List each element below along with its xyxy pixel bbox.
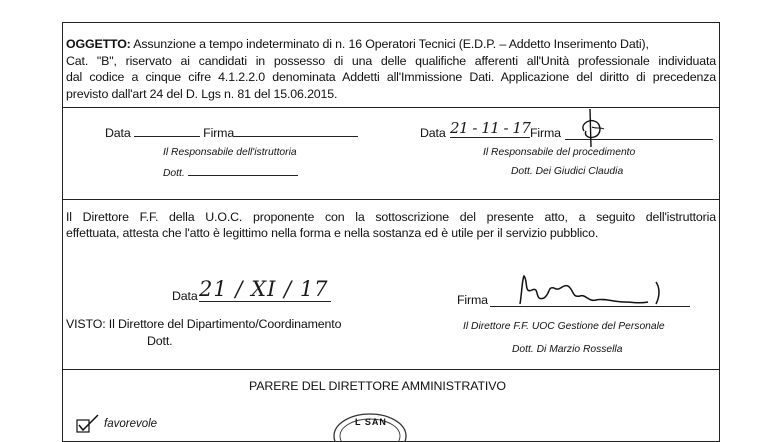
direttore-date-handwritten: 21 / XI / 17	[199, 277, 331, 302]
direttore-role: Il Direttore F.F. UOC Gestione del Personale	[463, 321, 665, 332]
divider-oggetto	[62, 107, 720, 108]
direttore-line-2: effettuata, attesta che l'atto è legittimo nella forma e nella sostanza ed è utile per il servizio pubblico.	[66, 226, 599, 240]
istruttoria-data-field	[134, 126, 200, 137]
direttore-line-1: Il Direttore F.F. della U.O.C. proponente con la sottoscrizione del presente atto, a seguito dell'istruttoria	[66, 210, 716, 224]
procedimento-data-label: Data	[420, 126, 446, 140]
istruttoria-role: Il Responsabile dell'istruttoria	[163, 147, 297, 158]
procedimento-firma-label: Firma	[530, 126, 561, 140]
direttore-name: Dott. Di Marzio Rossella	[512, 344, 623, 355]
stamp-text: L SAN	[355, 417, 387, 427]
istruttoria-firma-label: Firma	[203, 126, 235, 140]
visto-dott: Dott.	[147, 334, 173, 348]
procedimento-role: Il Responsabile del procedimento	[483, 147, 636, 158]
istruttoria-dott-row	[163, 166, 298, 179]
oggetto-line-1: OGGETTO: Assunzione a tempo indeterminato di n. 16 Operatori Tecnici (E.D.P. – Addetto Inserimento Dati),	[66, 37, 649, 51]
visto-label: VISTO: Il Direttore del Dipartimento/Coordinamento	[66, 317, 342, 331]
istruttoria-dott-field	[188, 166, 298, 176]
direttore-signature	[510, 272, 690, 312]
procedimento-signature	[578, 107, 612, 151]
oggetto-label: OGGETTO:	[66, 37, 131, 51]
procedimento-name: Dott. Dei Giudici Claudia	[511, 166, 624, 177]
parere-title: PARERE DEL DIRETTORE AMMINISTRATIVO	[249, 379, 506, 393]
istruttoria-data-row	[105, 126, 358, 140]
favorevole-checkbox	[76, 414, 102, 432]
istruttoria-firma-field	[234, 126, 358, 137]
oggetto-line-3: dal codice a cinque cifre 4.1.2.2.0 denominata Addetti all'Immissione Dati. Applicazione del diritto di precedenza	[66, 70, 716, 84]
direttore-firma-label: Firma	[457, 293, 488, 307]
oggetto-line-4: previsto dall'art 24 del D. Lgs n. 81 del 15.06.2015.	[66, 87, 338, 101]
divider-signatures	[62, 199, 720, 200]
istruttoria-data-label: Data	[105, 126, 131, 140]
istruttoria-dott-label: Dott.	[163, 168, 185, 179]
oggetto-line-2: Cat. "B", riservato ai candidati in possesso di una delle qualifiche afferenti all'Unità professionale individuata	[66, 54, 716, 68]
favorevole-label: favorevole	[104, 418, 158, 430]
divider-direttore	[62, 369, 720, 370]
direttore-data-label: Data	[172, 289, 198, 303]
procedimento-date-handwritten: 21 - 11 - 17	[450, 119, 531, 137]
